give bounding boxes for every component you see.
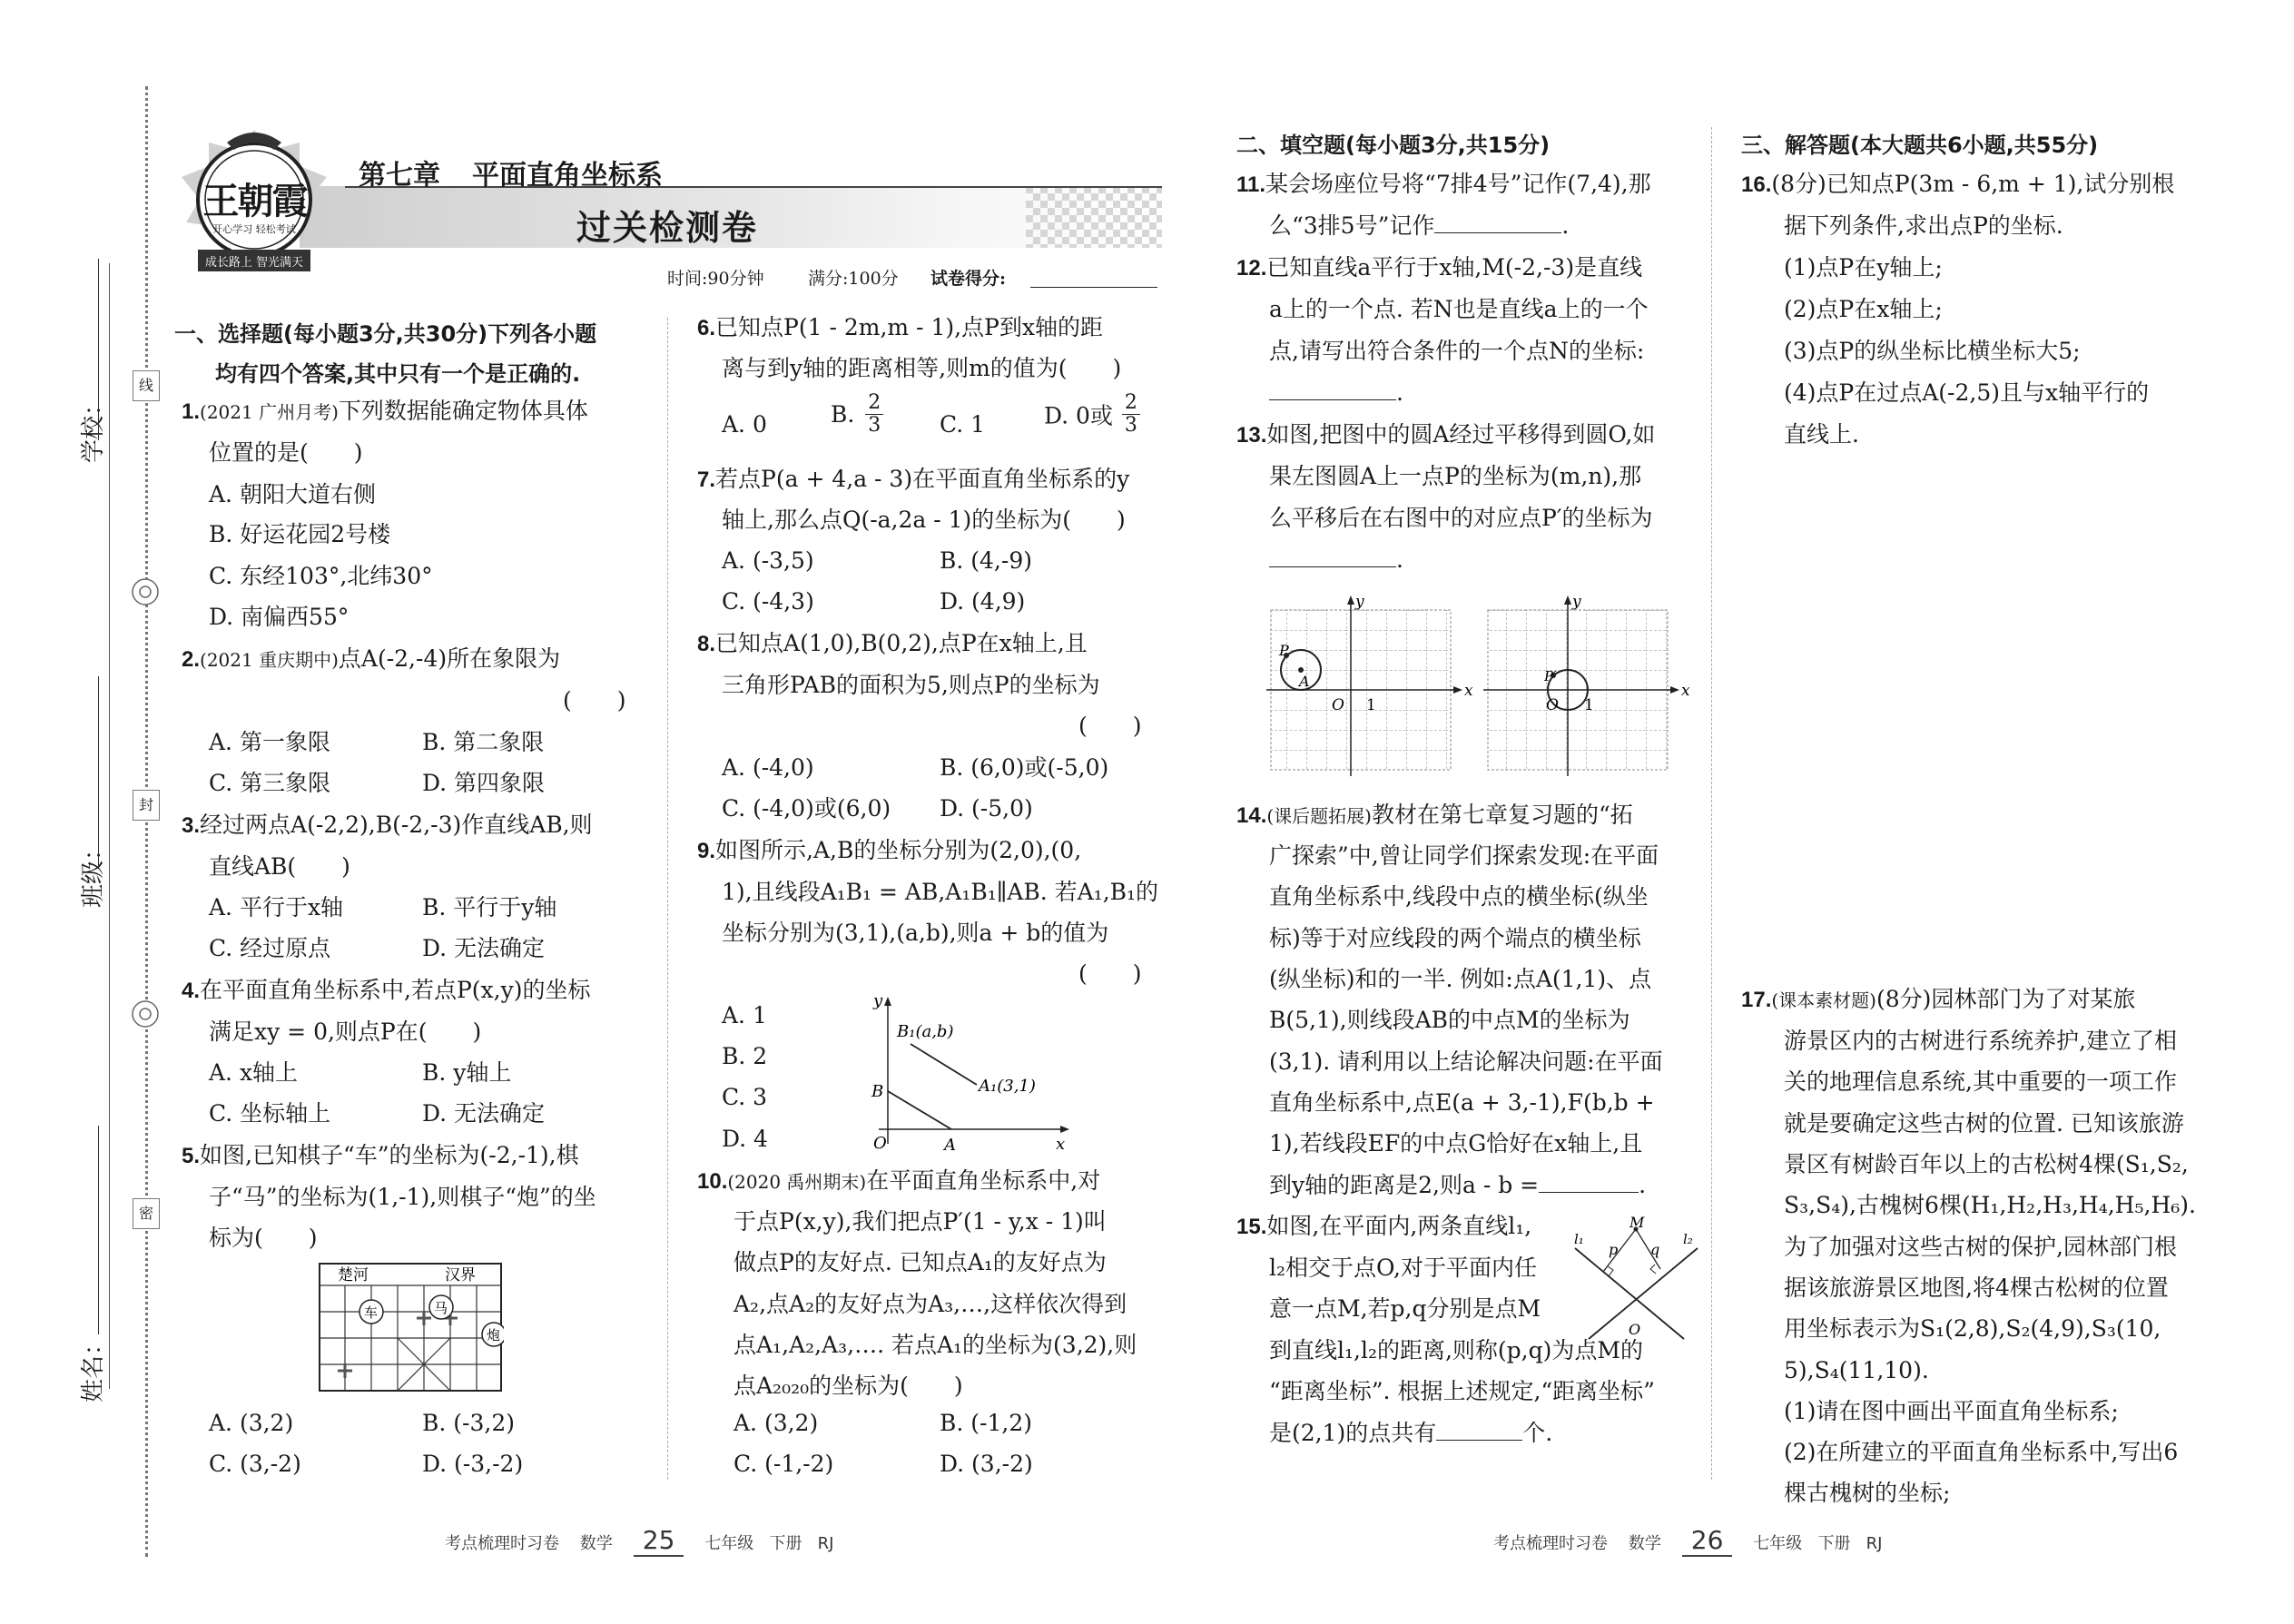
q13-stem-cont2: 么平移后在右图中的对应点P′的坐标为	[1269, 505, 1653, 531]
q5-option-c[interactable]: C. (3,-2)	[209, 1451, 301, 1477]
q16-part3: (3)点P的纵坐标比横坐标大5;	[1784, 338, 2081, 364]
footer-left	[445, 1525, 833, 1555]
class-field[interactable]	[98, 676, 99, 867]
q6-option-d[interactable]: D. 0或 $\frac{2}{3}$	[1044, 392, 1140, 437]
q2	[182, 638, 560, 681]
q13-fig-x: x	[1464, 682, 1473, 700]
q1-option-b[interactable]: B. 好运花园2号楼	[209, 521, 391, 547]
q5-number: 5.	[182, 1144, 201, 1168]
q10-option-a[interactable]: A. (3,2)	[733, 1410, 819, 1436]
q6-b-numerator: 2	[865, 392, 883, 415]
page-number: 26	[1682, 1525, 1733, 1557]
q15-stem-cont5: 是(2,1)的点共有 个.	[1269, 1420, 1553, 1446]
class-label: 班级：	[80, 836, 107, 908]
q12-number: 12.	[1236, 256, 1267, 281]
footer-series: 考点梳理时习卷	[445, 1534, 559, 1553]
q7-stem: 若点P(a + 4,a - 3)在平面直角坐标系的y	[715, 466, 1130, 492]
q15-fig-p: p	[1609, 1241, 1619, 1258]
q4-number: 4.	[182, 979, 201, 1003]
q17-stem-cont7: 据该旅游景区地图,将4棵古松树的位置	[1784, 1275, 2169, 1301]
q11-stem-cont: 么“3排5号”记作 .	[1269, 212, 1570, 239]
q14-stem-cont9: 到y轴的距离是2,则a - b = .	[1269, 1172, 1647, 1198]
q7-option-d[interactable]: D. (4,9)	[940, 588, 1026, 615]
q3	[182, 804, 593, 847]
q17-stem-cont4: 景区有树龄百年以上的古松树4棵(S₁,S₂,	[1784, 1151, 2189, 1177]
q7-option-c[interactable]: C. (-4,3)	[722, 588, 814, 615]
q4-stem: 在平面直角坐标系中,若点P(x,y)的坐标	[200, 977, 591, 1003]
name-label: 姓名：	[80, 1331, 107, 1403]
q10-option-b[interactable]: B. (-1,2)	[940, 1410, 1032, 1436]
q2-option-a[interactable]: A. 第一象限	[209, 729, 330, 755]
piece-pao: 炮	[487, 1327, 501, 1343]
q17-number: 17.	[1741, 988, 1772, 1012]
q13-fig-x2: x	[1681, 682, 1690, 700]
q10-number: 10.	[697, 1169, 728, 1194]
q12-answer-blank-row: .	[1269, 372, 1403, 414]
q8-stem-cont: 三角形PAB的面积为5,则点P的坐标为	[722, 672, 1100, 698]
q8-stem: 已知点A(1,0),B(0,2),点P在x轴上,且	[715, 630, 1088, 656]
q9-number: 9.	[697, 839, 716, 863]
q13-fig-p2: P′	[1544, 668, 1557, 684]
column-divider	[667, 318, 668, 1480]
footer-volume: 下册	[769, 1534, 802, 1553]
q6-number: 6.	[697, 316, 716, 340]
q16-part4-cont: 直线上.	[1784, 421, 1859, 448]
q13-fig-a: A	[1299, 673, 1310, 690]
meta-score: 满分:100分	[808, 269, 899, 289]
board-label-hanjie: 汉界	[445, 1266, 476, 1284]
q14-stem-cont4: (纵坐标)和的一半. 例如:点A(1,1)、点	[1269, 966, 1652, 992]
q10-stem-cont4: 点A₁,A₂,A₃,…. 若点A₁的坐标为(3,2),则	[733, 1332, 1137, 1358]
column-divider	[1711, 127, 1712, 1480]
q17-stem-cont9: 5),S₄(11,10).	[1784, 1357, 1929, 1383]
q14-stem-cont2: 直角坐标系中,线段中点的横坐标(纵坐	[1269, 883, 1649, 910]
q6-option-b[interactable]: B. $\frac{2}{3}$	[831, 392, 883, 437]
meta-result: 试卷得分:	[930, 269, 1007, 289]
school-label: 学校：	[80, 391, 107, 463]
q9-fig-a1: A₁(3,1)	[979, 1077, 1036, 1096]
q6	[697, 307, 1103, 349]
q13-number: 13.	[1236, 423, 1267, 448]
q15-stem-cont4: “距离坐标”. 根据上述规定,“距离坐标”	[1269, 1378, 1655, 1404]
q15-stem-cont3: 到直线l₁,l₂的距离,则称(p,q)为点M的	[1269, 1337, 1643, 1363]
binding-ornament-icon	[130, 999, 161, 1029]
q15-fig-o: O	[1629, 1321, 1641, 1338]
q15-fig-l1: l₁	[1574, 1231, 1584, 1247]
q6-stem-cont: 离与到y轴的距离相等,则m的值为( )	[722, 355, 1122, 381]
q14-tag: (课后题拓展)	[1266, 805, 1372, 827]
q9-fig-b: B	[871, 1082, 884, 1101]
q4-option-c[interactable]: C. 坐标轴上	[209, 1100, 331, 1127]
q2-option-c[interactable]: C. 第三象限	[209, 770, 331, 796]
q1	[182, 390, 588, 433]
q9-fig-o: O	[873, 1134, 887, 1153]
footer-subject: 数学	[1628, 1534, 1661, 1553]
q10-stem: 在平面直角坐标系中,对	[866, 1167, 1101, 1194]
q9-option-d[interactable]: D. 4	[722, 1126, 768, 1152]
q10-stem-cont2: 做点P的友好点. 已知点A₁的友好点为	[733, 1249, 1107, 1275]
q4-option-d[interactable]: D. 无法确定	[422, 1100, 546, 1127]
q16-part1: (1)点P在y轴上;	[1784, 254, 1943, 281]
q16-stem-cont: 据下列条件,求出点P的坐标.	[1784, 212, 2063, 239]
section1-title-cont: 均有四个答案,其中只有一个是正确的.	[215, 361, 581, 387]
piece-che: 车	[364, 1304, 379, 1321]
q13-fig-o: O	[1332, 696, 1344, 714]
footer-grade: 七年级	[1753, 1534, 1803, 1553]
q7-stem-cont: 轴上,那么点Q(-a,2a - 1)的坐标为( )	[722, 507, 1126, 533]
page-number: 25	[634, 1525, 684, 1557]
q5-stem-cont: 子“马”的坐标为(1,-1),则棋子“炮”的坐	[209, 1184, 596, 1210]
q8-number: 8.	[697, 632, 716, 656]
q4-stem-cont: 满足xy = 0,则点P在( )	[209, 1019, 482, 1045]
q13	[1236, 414, 1655, 457]
school-field[interactable]	[98, 259, 99, 440]
q5	[182, 1135, 579, 1177]
q13-fig-p: P	[1279, 642, 1289, 659]
q2-option-b[interactable]: B. 第二象限	[422, 729, 545, 755]
q15-number: 15.	[1236, 1215, 1267, 1239]
q13-fig-1b: 1	[1584, 696, 1594, 714]
q3-number: 3.	[182, 813, 201, 838]
q1-option-c[interactable]: C. 东经103°,北纬30°	[209, 563, 433, 589]
board-label-chuhe: 楚河	[338, 1266, 369, 1284]
q15-fig-q: q	[1650, 1241, 1660, 1258]
q8-answer-paren[interactable]: ( )	[1078, 713, 1142, 739]
q6-option-c[interactable]: C. 1	[940, 411, 986, 438]
logo-motto: 开心学习 轻松考试	[212, 223, 296, 235]
q7	[697, 458, 1129, 501]
footer-series: 考点梳理时习卷	[1493, 1534, 1608, 1553]
q15-fig-l2: l₂	[1683, 1231, 1693, 1247]
q1-stem: 下列数据能确定物体具体	[338, 398, 588, 424]
q1-stem-cont: 位置的是( )	[209, 439, 363, 466]
q17-stem-cont6: 为了加强对这些古树的保护,园林部门根	[1784, 1234, 2177, 1260]
q5-option-b[interactable]: B. (-3,2)	[422, 1410, 515, 1436]
q13-fig-y: y	[1355, 593, 1364, 611]
q6-stem: 已知点P(1 - 2m,m - 1),点P到x轴的距	[715, 314, 1103, 340]
q3-option-a[interactable]: A. 平行于x轴	[209, 894, 344, 920]
q10-stem-cont5: 点A₂₀₂₀的坐标为( )	[733, 1373, 963, 1399]
q2-stem: 点A(-2,-4)所在象限为	[338, 645, 561, 672]
q16-stem: (8分)已知点P(3m - 6,m + 1),试分别根	[1771, 171, 2175, 197]
q9-option-a[interactable]: A. 1	[722, 1002, 767, 1029]
footer-volume: 下册	[1817, 1534, 1851, 1553]
q17-stem-cont3: 就是要确定这些古树的位置. 已知该旅游	[1784, 1110, 2184, 1137]
q15	[1236, 1206, 1531, 1248]
q12	[1236, 247, 1642, 290]
q9-fig-b1: B₁(a,b)	[897, 1022, 954, 1041]
logo-text: 王朝霞	[202, 180, 307, 222]
q7-option-a[interactable]: A. (-3,5)	[722, 547, 814, 574]
q9-option-b[interactable]: B. 2	[722, 1043, 768, 1069]
q8-option-b[interactable]: B. (6,0)或(-5,0)	[940, 754, 1109, 781]
q1-number: 1.	[182, 399, 201, 424]
footer-edition: RJ	[817, 1534, 834, 1553]
q13-fig-o2: O	[1546, 696, 1559, 714]
header-underline	[345, 186, 1162, 188]
q2-option-d[interactable]: D. 第四象限	[422, 770, 546, 796]
q10-option-c[interactable]: C. (-1,-2)	[733, 1451, 834, 1477]
q15-stem-cont2: 意一点M,若p,q分别是点M	[1269, 1295, 1541, 1322]
q15-stem-cont: l₂相交于点O,对于平面内任	[1269, 1255, 1537, 1281]
q1-option-a[interactable]: A. 朝阳大道右侧	[209, 481, 376, 507]
q1-tag: (2021 广州月考)	[200, 401, 339, 423]
binding-ornament-icon	[130, 576, 161, 607]
checker-pattern	[1026, 186, 1162, 248]
q2-tag: (2021 重庆期中)	[200, 649, 339, 671]
q1-option-d[interactable]: D. 南偏西55°	[209, 604, 350, 630]
q2-number: 2.	[182, 647, 201, 672]
q5-option-d[interactable]: D. (-3,-2)	[422, 1451, 524, 1477]
q14-stem-cont8: 1),若线段EF的中点G恰好在x轴上,且	[1269, 1130, 1643, 1156]
q9-fig-y: y	[873, 991, 883, 1010]
q4	[182, 969, 590, 1012]
q14-stem: 教材在第七章复习题的“拓	[1371, 802, 1633, 828]
q5-stem: 如图,已知棋子“车”的坐标为(-2,-1),棋	[200, 1142, 579, 1168]
q13-figure	[1266, 590, 1693, 785]
q5-chessboard-figure	[318, 1262, 504, 1393]
section2-title: 二、填空题(每小题3分,共15分)	[1236, 133, 1551, 158]
q17-stem: (8分)园林部门为了对某旅	[1876, 986, 2136, 1012]
q9-figure	[861, 989, 1078, 1153]
footer-edition: RJ	[1866, 1534, 1883, 1553]
q8-option-c[interactable]: C. (-4,0)或(6,0)	[722, 795, 891, 822]
q15-fig-m: M	[1629, 1216, 1645, 1231]
q13-answer-blank[interactable]	[1269, 545, 1396, 567]
q16-part2: (2)点P在x轴上;	[1784, 296, 1943, 322]
q13-answer-blank-row: .	[1269, 539, 1403, 581]
q10-stem-cont3: A₂,点A₂的友好点为A₃,…,这样依次得到	[733, 1291, 1127, 1317]
q8-option-d[interactable]: D. (-5,0)	[940, 795, 1033, 822]
binding-mark-mi: 密	[133, 1198, 160, 1229]
q7-number: 7.	[697, 468, 716, 492]
footer-right	[1493, 1525, 1882, 1555]
q14-stem-cont7: 直角坐标系中,点E(a + 3,-1),F(b,b +	[1269, 1089, 1655, 1116]
q13-fig-1: 1	[1366, 696, 1376, 714]
binding-mark-xian: 线	[133, 370, 160, 401]
q11-stem: 某会场座位号将“7排4号”记作(7,4),那	[1265, 171, 1651, 197]
q17-part2-cont: 棵古槐树的坐标;	[1784, 1480, 1951, 1506]
q14-answer-blank[interactable]	[1539, 1170, 1639, 1193]
q2-answer-paren[interactable]: ( )	[563, 687, 626, 714]
q17-stem-cont: 游景区内的古树进行系统养护,建立了相	[1784, 1028, 2177, 1054]
q17	[1741, 979, 2135, 1021]
q7-option-b[interactable]: B. (4,-9)	[940, 547, 1032, 574]
q6-option-a[interactable]: A. 0	[722, 411, 767, 438]
q17-stem-cont8: 用坐标表示为S₁(2,8),S₂(4,9),S₃(10,	[1784, 1315, 2161, 1342]
q9-fig-a: A	[944, 1136, 956, 1153]
q12-stem: 已知直线a平行于x轴,M(-2,-3)是直线	[1266, 254, 1643, 281]
q9-stem: 如图所示,A,B的坐标分别为(2,0),(0,	[715, 837, 1082, 863]
q9-fig-x: x	[1056, 1135, 1066, 1153]
q6-b-denominator: 3	[868, 414, 881, 437]
q17-stem-cont5: S₃,S₄),古槐树6棵(H₁,H₂,H₃,H₄,H₅,H₆).	[1784, 1192, 2196, 1218]
meta-time: 时间:90分钟	[667, 269, 764, 289]
q14	[1236, 794, 1633, 837]
q4-option-a[interactable]: A. x轴上	[209, 1059, 299, 1086]
q16-part4: (4)点P在过点A(-2,5)且与x轴平行的	[1784, 379, 2150, 406]
q3-option-c[interactable]: C. 经过原点	[209, 935, 331, 961]
q10-stem-cont: 于点P(x,y),我们把点P′(1 - y,x - 1)叫	[733, 1208, 1107, 1235]
section1-title: 一、选择题(每小题3分,共30分)下列各小题	[174, 321, 597, 347]
logo-banner: 成长路上 智光满天	[204, 256, 304, 270]
q10-option-d[interactable]: D. (3,-2)	[940, 1451, 1033, 1477]
binding-dotted-line	[145, 86, 148, 1557]
q5-stem-cont2: 标为( )	[209, 1225, 318, 1251]
q9-answer-paren[interactable]: ( )	[1078, 960, 1142, 987]
q3-stem: 经过两点A(-2,2),B(-2,-3)作直线AB,则	[200, 812, 593, 838]
q3-stem-cont: 直线AB( )	[209, 853, 350, 880]
q17-tag: (课本素材题)	[1771, 989, 1876, 1011]
q5-option-a[interactable]: A. (3,2)	[209, 1410, 294, 1436]
q12-stem-cont2: 点,请写出符合条件的一个点N的坐标:	[1269, 338, 1645, 364]
chapter-title: 平面直角坐标系	[472, 160, 663, 192]
piece-ma: 马	[434, 1300, 448, 1316]
q13-fig-y2: y	[1572, 593, 1581, 611]
q14-stem-cont5: B(5,1),则线段AB的中点M的坐标为	[1269, 1007, 1630, 1033]
q8	[697, 623, 1088, 665]
chapter-label: 第七章	[359, 160, 440, 192]
q6-d-numerator: 2	[1122, 392, 1140, 415]
q12-answer-blank[interactable]	[1269, 378, 1396, 400]
footer-grade: 七年级	[704, 1534, 754, 1553]
q14-number: 14.	[1236, 803, 1267, 828]
q16-answer-area[interactable]	[1741, 463, 2231, 971]
q11	[1236, 163, 1651, 206]
binding-solid-line	[109, 263, 110, 1389]
q4-option-b[interactable]: B. y轴上	[422, 1059, 512, 1086]
score-field[interactable]	[1030, 287, 1157, 288]
q15-stem: 如图,在平面内,两条直线l₁,	[1266, 1213, 1532, 1239]
q14-stem-cont: 广探索”中,曾让同学们探索发现:在平面	[1269, 842, 1659, 869]
q17-part2: (2)在所建立的平面直角坐标系中,写出6	[1784, 1439, 2179, 1465]
q8-option-a[interactable]: A. (-4,0)	[722, 754, 814, 781]
footer-subject: 数学	[579, 1534, 613, 1553]
q15-figure	[1570, 1216, 1702, 1343]
q6-d-denominator: 3	[1124, 414, 1137, 437]
q9-option-c[interactable]: C. 3	[722, 1084, 768, 1110]
section3-title: 三、解答题(本大题共6小题,共55分)	[1741, 133, 2099, 158]
q10	[697, 1160, 1100, 1203]
q17-stem-cont2: 关的地理信息系统,其中重要的一项工作	[1784, 1068, 2177, 1095]
q9	[697, 830, 1081, 872]
q3-option-b[interactable]: B. 平行于y轴	[422, 894, 557, 920]
q16-number: 16.	[1741, 172, 1772, 197]
q11-number: 11.	[1236, 172, 1266, 197]
q13-stem-cont: 果左图圆A上一点P的坐标为(m,n),那	[1269, 463, 1642, 489]
q12-stem-cont: a上的一个点. 若N也是直线a上的一个	[1269, 296, 1649, 322]
q10-tag: (2020 禹州期末)	[727, 1171, 867, 1193]
q17-part1: (1)请在图中画出平面直角坐标系;	[1784, 1398, 2119, 1424]
q9-stem-cont: 1),且线段A₁B₁ = AB,A₁B₁∥AB. 若A₁,B₁的	[722, 879, 1159, 905]
page-title: 过关检测卷	[576, 208, 759, 248]
binding-mark-feng: 封	[133, 790, 160, 821]
q14-stem-cont6: (3,1). 请利用以上结论解决问题:在平面	[1269, 1048, 1663, 1075]
q15-answer-blank[interactable]	[1436, 1418, 1522, 1441]
q3-option-d[interactable]: D. 无法确定	[422, 935, 546, 961]
name-field[interactable]	[98, 1126, 99, 1334]
q13-stem: 如图,把图中的圆A经过平移得到圆O,如	[1266, 421, 1656, 448]
q16	[1741, 163, 2174, 206]
q9-stem-cont2: 坐标分别为(3,1),(a,b),则a + b的值为	[722, 920, 1109, 946]
q14-stem-cont3: 标)等于对应线段的两个端点的横坐标	[1269, 925, 1641, 951]
q11-answer-blank[interactable]	[1434, 211, 1561, 233]
